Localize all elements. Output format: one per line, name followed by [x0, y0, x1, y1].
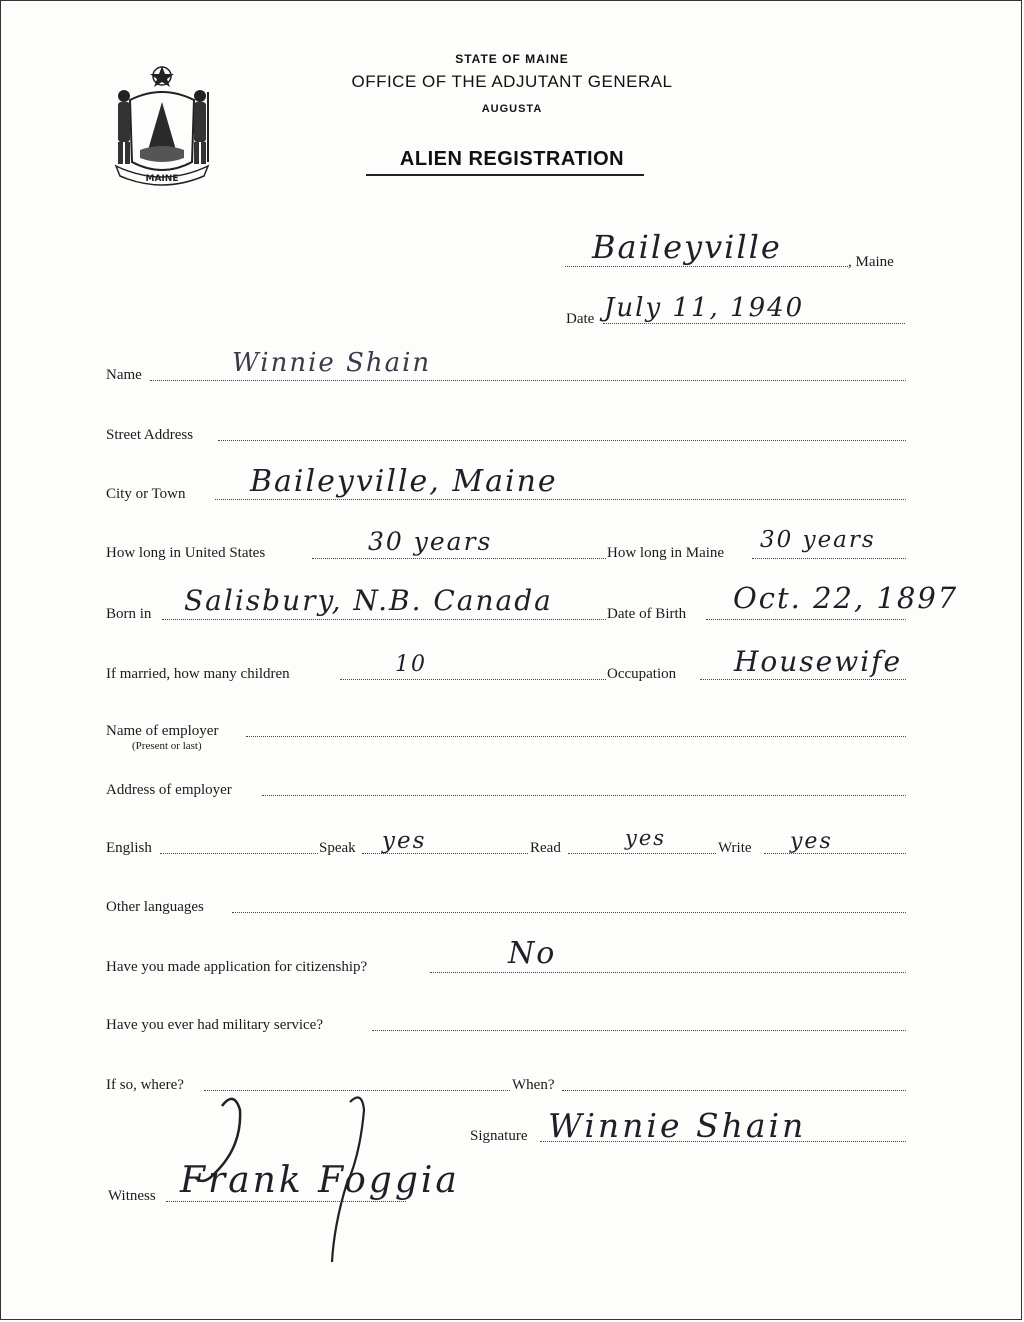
how-long-maine-label: How long in Maine [607, 545, 725, 561]
if-so-where-label: If so, where? [106, 1077, 184, 1093]
name-line [150, 380, 906, 381]
speak-value: yes [382, 828, 427, 854]
military-label: Have you ever had military service? [106, 1017, 323, 1033]
employer-name-line [246, 736, 906, 737]
read-value: yes [625, 826, 667, 850]
witness-label: Witness [108, 1188, 156, 1204]
when-label: When? [512, 1077, 555, 1093]
born-in-line [162, 619, 606, 620]
seal-text: MAINE [145, 174, 179, 184]
date-of-birth-label: Date of Birth [607, 606, 687, 622]
date-of-birth-value: Oct. 22, 1897 [733, 581, 959, 615]
born-in-value: Salisbury, N.B. Canada [184, 584, 553, 617]
children-line [340, 679, 606, 680]
children-label: If married, how many children [106, 666, 290, 682]
english-label: English [106, 840, 152, 856]
how-long-us-label: How long in United States [106, 545, 266, 561]
children-value: 10 [395, 652, 427, 677]
occupation-value: Housewife [734, 645, 903, 678]
date-line [603, 323, 905, 324]
date-value: July 11, 1940 [604, 293, 805, 323]
employer-address-label: Address of employer [106, 782, 232, 798]
state-heading: STATE OF MAINE [455, 52, 569, 66]
how-long-us-value: 30 years [368, 527, 493, 556]
city-town-line [215, 499, 906, 500]
signature-label: Signature [470, 1128, 528, 1144]
military-line [372, 1030, 906, 1031]
other-languages-label: Other languages [106, 899, 204, 915]
street-label: Street Address [106, 427, 194, 443]
office-heading: OFFICE OF THE ADJUTANT GENERAL [351, 72, 673, 91]
city-heading: AUGUSTA [481, 103, 543, 115]
write-line [764, 853, 906, 854]
write-value: yes [790, 829, 833, 854]
maine-suffix-label: , Maine [848, 254, 894, 270]
name-value: Winnie Shain [232, 348, 432, 378]
signature-value: Winnie Shain [548, 1106, 807, 1145]
date-label: Date [566, 311, 595, 327]
read-label: Read [530, 840, 561, 856]
street-line [218, 440, 906, 441]
occupation-label: Occupation [607, 666, 677, 682]
form-title: ALIEN REGISTRATION [399, 148, 625, 170]
speak-label: Speak [319, 840, 356, 856]
name-label: Name [106, 367, 142, 383]
town-line [565, 266, 848, 267]
read-line [568, 853, 716, 854]
employer-name-label: Name of employer [106, 723, 219, 739]
when-line [562, 1090, 906, 1091]
born-in-label: Born in [106, 606, 152, 622]
how-long-us-line [312, 558, 606, 559]
english-line [160, 853, 318, 854]
town-value: Baileyville [592, 228, 782, 266]
city-town-label: City or Town [106, 486, 186, 502]
how-long-maine-value: 30 years [760, 527, 876, 553]
occupation-line [700, 679, 906, 680]
other-languages-line [232, 912, 906, 913]
citizenship-value: No [508, 936, 557, 971]
citizenship-line [430, 972, 906, 973]
city-town-value: Baileyville, Maine [250, 464, 558, 499]
citizenship-label: Have you made application for citizenship? [106, 959, 368, 975]
date-of-birth-line [706, 619, 906, 620]
write-label: Write [718, 840, 752, 856]
employer-address-line [262, 795, 906, 796]
how-long-maine-line [752, 558, 906, 559]
employer-note: (Present or last) [132, 740, 202, 752]
witness-value: Frank Foggia [180, 1160, 460, 1201]
title-underline [366, 174, 644, 176]
